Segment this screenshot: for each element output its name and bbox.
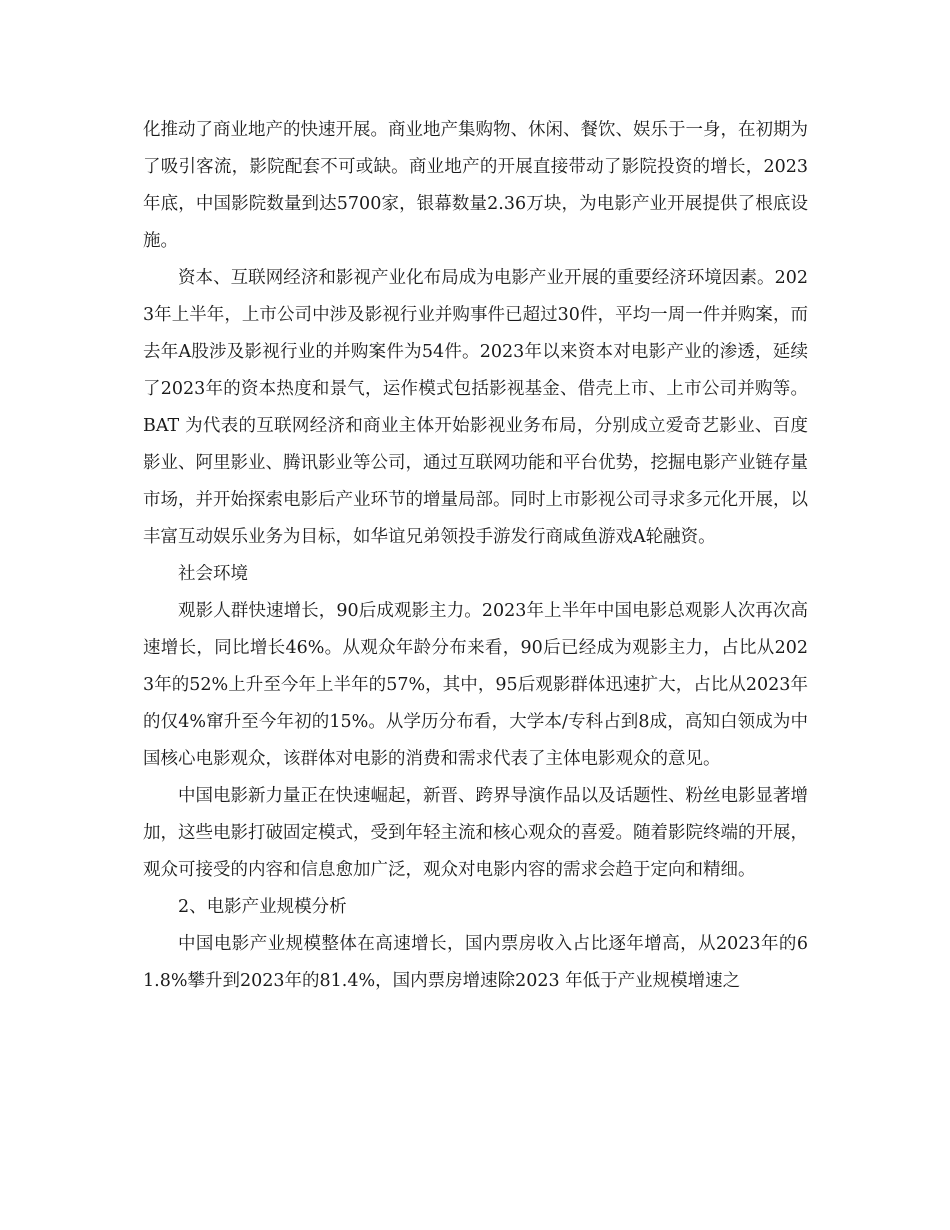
paragraph-audience-growth: 观影人群快速增长，90后成观影主力。2023年上半年中国电影总观影人次再次高速增长，同比增长46%。从观众年龄分布来看，90后已经成为观影主力，占比从2023年的52%上升至今年上半年的57%，其中，95后观影群体迅速扩大，占比从2023年的仅4%窜升至今年初的15%。从学历分布看，大学本/专科占到8成，高知白领成为中国核心电影观众，该群体对电影的消费和需求代表了主体电影观众的意见。	[143, 601, 808, 769]
section-heading-social-environment: 社会环境	[178, 564, 248, 584]
paragraph-new-film-forces: 中国电影新力量正在快速崛起，新晋、跨界导演作品以及话题性、粉丝电影显著增加，这些电影打破固定模式，受到年轻主流和核心观众的喜爱。随着影院终端的开展，观众可接受的内容和信息愈加广泛，观众对电影内容的需求会趋于定向和精细。	[143, 786, 808, 880]
paragraph-capital-internet-economy: 资本、互联网经济和影视产业化布局成为电影产业开展的重要经济环境因素。2023年上半年，上市公司中涉及影视行业并购事件已超过30件，平均一周一件并购案，而去年A股涉及影视行业的并购案件为54件。2023年以来资本对电影产业的渗透，延续了2023年的资本热度和景气，运作模式包括影视基金、借壳上市、上市公司并购等。BAT 为代表的互联网经济和商业主体开始影视业务布局，分别成立爱奇艺影业、百度影业、阿里影业、腾讯影业等公司，通过互联网功能和平台优势，挖掘电影产业链存量市场，并开始探索电影后产业环节的增量局部。同时上市影视公司寻求多元化开展，以丰富互动娱乐业务为目标，如华谊兄弟领投手游发行商咸鱼游戏A轮融资。	[143, 268, 808, 547]
document-body	[143, 112, 808, 1000]
paragraph-industry-scale: 中国电影产业规模整体在高速增长，国内票房收入占比逐年增高，从2023年的61.8%攀升到2023年的81.4%，国内票房增速除2023 年低于产业规模增速之	[143, 934, 808, 991]
section-heading-industry-scale: 2、电影产业规模分析	[178, 897, 347, 917]
paragraph-commercial-real-estate: 化推动了商业地产的快速开展。商业地产集购物、休闲、餐饮、娱乐于一身，在初期为了吸引客流，影院配套不可或缺。商业地产的开展直接带动了影院投资的增长，2023年底，中国影院数量到达5700家，银幕数量2.36万块，为电影产业开展提供了根底设施。	[143, 120, 808, 251]
